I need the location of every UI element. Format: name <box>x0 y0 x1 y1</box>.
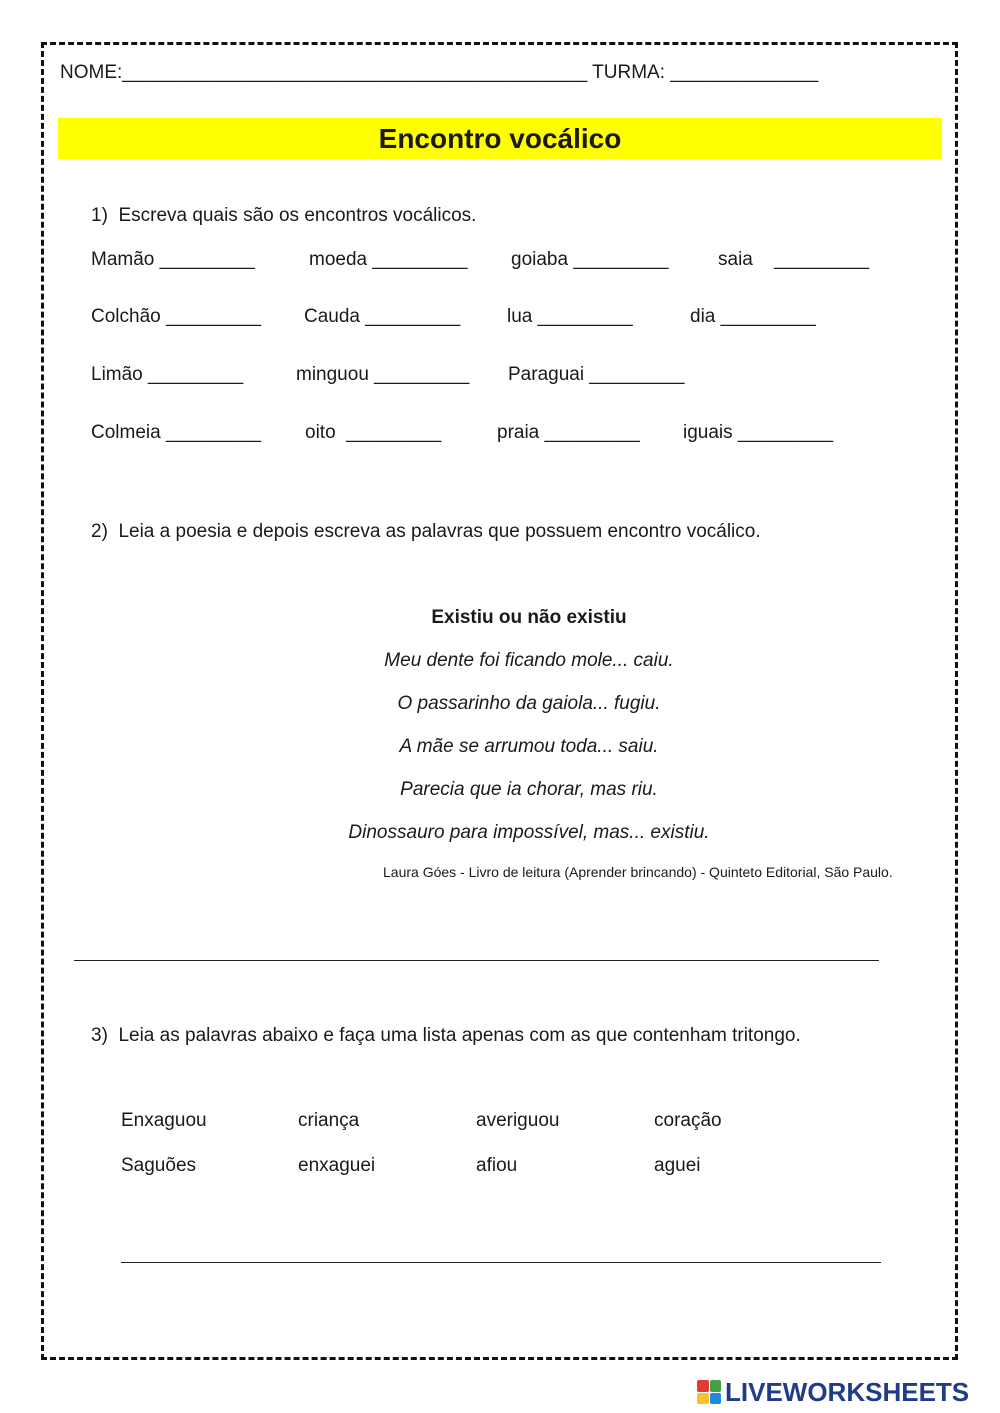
q1-item[interactable]: Colchão _________ <box>91 306 262 327</box>
name-class-line[interactable]: NOME:____________________________________________ TURMA: ______________ <box>60 62 819 83</box>
poem-line: Parecia que ia chorar, mas riu. <box>400 779 658 800</box>
liveworksheets-icon <box>697 1380 721 1404</box>
q1-item[interactable]: praia _________ <box>497 422 640 443</box>
q1-item[interactable]: saia _________ <box>718 249 870 270</box>
liveworksheets-logo <box>697 1377 969 1407</box>
title-banner <box>58 118 942 159</box>
q2-answer-line[interactable] <box>74 960 879 961</box>
q1-item[interactable]: Colmeia _________ <box>91 422 262 443</box>
q1-item[interactable]: Cauda _________ <box>304 306 461 327</box>
poem-line: Dinossauro para impossível, mas... existiu. <box>348 822 710 843</box>
q3-answer-line[interactable] <box>121 1262 881 1263</box>
page-title: Encontro vocálico <box>378 123 622 154</box>
q1-item[interactable]: oito _________ <box>305 422 442 443</box>
logo-square <box>697 1393 709 1405</box>
logo-square <box>697 1380 709 1392</box>
q3-word: criança <box>298 1110 360 1131</box>
q3-word: enxaguei <box>298 1155 376 1176</box>
q1-item[interactable]: minguou _________ <box>296 364 470 385</box>
q1-item[interactable]: iguais _________ <box>683 422 834 443</box>
q3-word: Enxaguou <box>121 1110 207 1131</box>
q3-word: Saguões <box>121 1155 197 1176</box>
q1-item[interactable]: lua _________ <box>507 306 633 327</box>
poem-source: Laura Góes - Livro de leitura (Aprender brincando) - Quinteto Editorial, São Paulo. <box>383 864 893 880</box>
poem-line: O passarinho da gaiola... fugiu. <box>397 693 661 714</box>
q3-word: coração <box>654 1110 722 1131</box>
q3-word: aguei <box>654 1155 701 1176</box>
logo-square <box>710 1393 722 1405</box>
q2-prompt: 2) Leia a poesia e depois escreva as palavras que possuem encontro vocálico. <box>91 521 761 542</box>
q1-item[interactable]: moeda _________ <box>309 249 468 270</box>
q3-word: afiou <box>476 1155 518 1176</box>
logo-square <box>710 1380 722 1392</box>
q1-item[interactable]: goiaba _________ <box>511 249 669 270</box>
q1-prompt: 1) Escreva quais são os encontros vocálicos. <box>91 205 477 226</box>
poem-title: Existiu ou não existiu <box>431 607 627 628</box>
q1-item[interactable]: dia _________ <box>690 306 816 327</box>
q3-word: averiguou <box>476 1110 560 1131</box>
q1-item[interactable]: Limão _________ <box>91 364 244 385</box>
q1-item[interactable]: Mamão _________ <box>91 249 255 270</box>
q1-item[interactable]: Paraguai _________ <box>508 364 685 385</box>
brand-name: LIVEWORKSHEETS <box>725 1376 970 1407</box>
poem-line: A mãe se arrumou toda... saiu. <box>399 736 659 757</box>
poem-line: Meu dente foi ficando mole... caiu. <box>384 650 674 671</box>
q3-prompt: 3) Leia as palavras abaixo e faça uma lista apenas com as que contenham tritongo. <box>91 1025 801 1046</box>
